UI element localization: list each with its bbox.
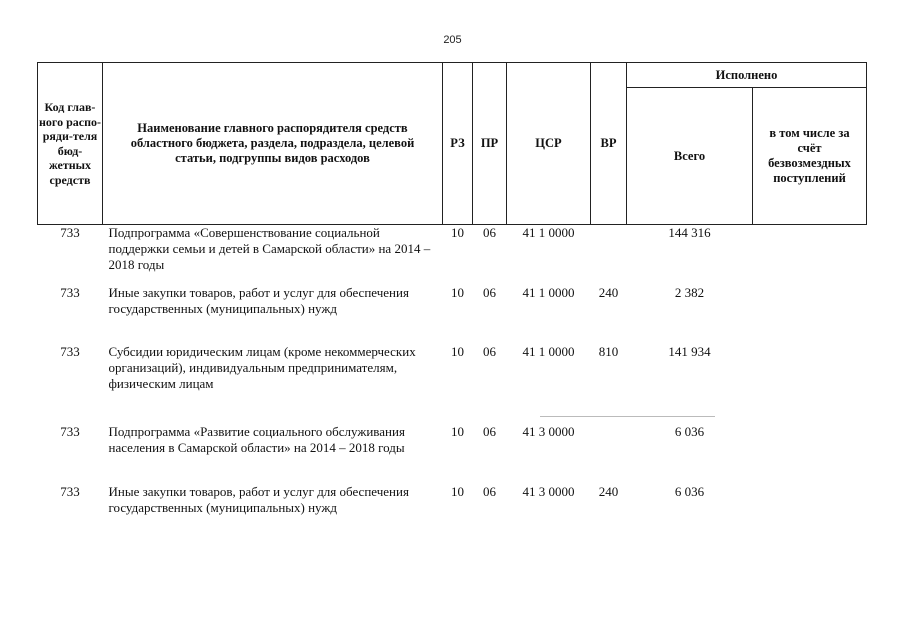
header-total: Всего <box>627 88 753 225</box>
header-executed: Исполнено <box>627 63 867 88</box>
cell-including <box>753 344 867 424</box>
cell-vr <box>591 424 627 484</box>
header-vr: ВР <box>591 63 627 225</box>
cell-pr: 06 <box>483 483 496 499</box>
cell-vr: 240 <box>598 483 619 499</box>
cell-code: 733 <box>60 423 80 439</box>
cell-including <box>753 285 867 344</box>
cell-vr: 810 <box>598 343 619 359</box>
page-number: 205 <box>443 34 462 46</box>
cell-rz: 10 <box>451 284 464 300</box>
cell-csr: 41 1 0000 <box>522 284 575 300</box>
header-pr: ПР <box>473 63 507 225</box>
cell-including <box>753 225 867 285</box>
cell-code: 733 <box>60 483 80 499</box>
cell-pr: 06 <box>483 284 496 300</box>
header-including: в том числе за счёт безвозмездных поступлений <box>753 88 867 225</box>
cell-csr: 41 1 0000 <box>522 225 575 240</box>
cell-code: 733 <box>60 225 80 240</box>
cell-pr: 06 <box>483 343 496 359</box>
cell-vr <box>591 225 627 285</box>
cell-total: 2 382 <box>674 284 705 300</box>
header-name: Наименование главного распорядителя средств областного бюджета, раздела, подраздела, целевой статьи, подгруппы видов расходов <box>103 63 443 225</box>
cell-rz: 10 <box>451 225 464 240</box>
cell-name: Подпрограмма «Развитие социального обслуживания населения в Самарской области» на 2014 – 2018 годы <box>108 423 405 455</box>
cell-csr: 41 1 0000 <box>522 343 575 359</box>
cell-name: Субсидии юридическим лицам (кроме некоммерческих организаций), индивидуальным предпринимателям, физическим лицам <box>108 343 416 391</box>
table-row <box>38 344 867 424</box>
cell-rz: 10 <box>451 483 464 499</box>
cell-csr: 41 3 0000 <box>522 483 575 499</box>
header-rz: РЗ <box>443 63 473 225</box>
cell-code: 733 <box>60 284 80 300</box>
cell-name: Иные закупки товаров, работ и услуг для обеспечения государственных (муниципальных) нужд <box>108 284 409 316</box>
cell-total: 6 036 <box>674 483 705 499</box>
cell-including <box>753 484 867 540</box>
budget-table <box>37 62 867 540</box>
header-csr: ЦСР <box>507 63 591 225</box>
cell-vr: 240 <box>598 284 619 300</box>
cell-name: Подпрограмма «Совершенствование социальной поддержки семьи и детей в Самарской области» на 2014 – 2018 годы <box>108 225 431 272</box>
cell-name: Иные закупки товаров, работ и услуг для обеспечения государственных (муниципальных) нужд <box>108 483 409 515</box>
cell-code: 733 <box>60 343 80 359</box>
header-code: Код глав-ного распо-ряди-теля бюд-жетных средств <box>38 63 103 225</box>
cell-including <box>753 424 867 484</box>
cell-total: 144 316 <box>668 225 711 240</box>
cell-pr: 06 <box>483 423 496 439</box>
scan-artifact <box>540 416 715 417</box>
cell-rz: 10 <box>451 343 464 359</box>
cell-csr: 41 3 0000 <box>522 423 575 439</box>
cell-pr: 06 <box>483 225 496 240</box>
cell-total: 6 036 <box>674 423 705 439</box>
table-row <box>38 484 867 540</box>
table-row <box>38 424 867 484</box>
cell-total: 141 934 <box>668 343 711 359</box>
table-row <box>38 285 867 344</box>
cell-rz: 10 <box>451 423 464 439</box>
table-row <box>38 225 867 285</box>
